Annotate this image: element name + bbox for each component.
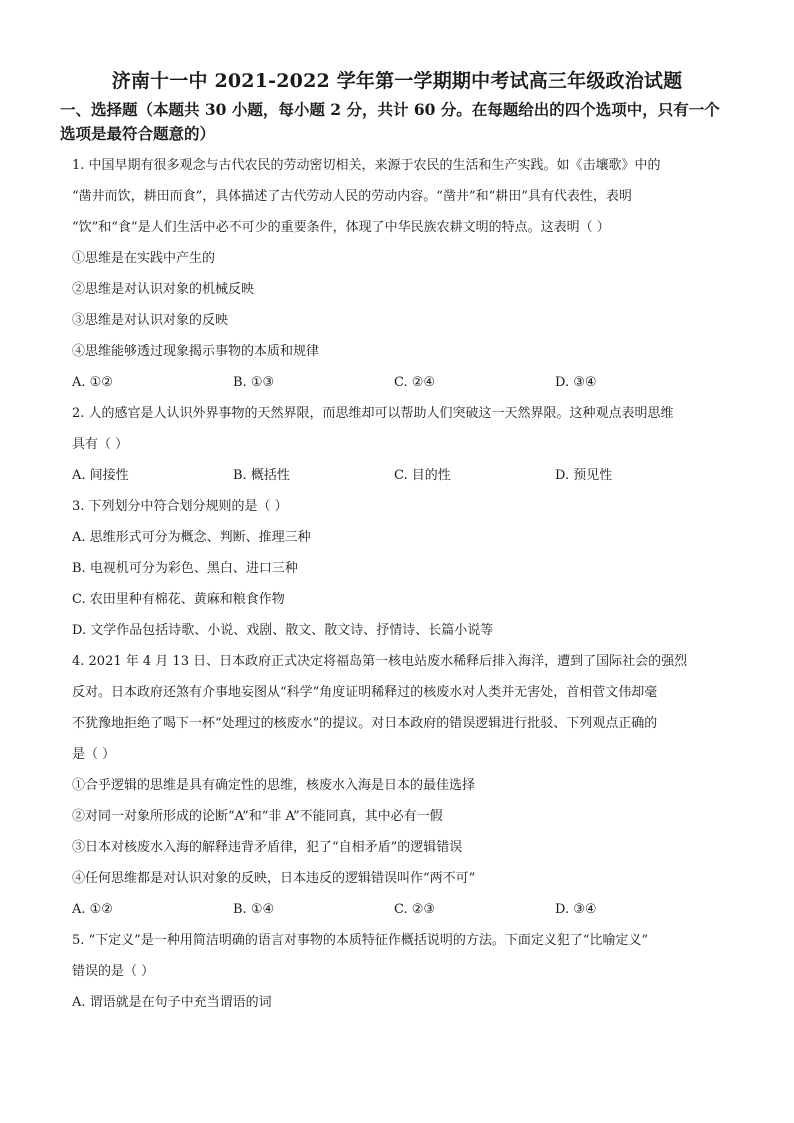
- question-4-options: [72, 894, 722, 925]
- question-4-statement-2: ②对同一对象所形成的论断“A”和“非 A”不能同真，其中必有一假: [72, 809, 443, 824]
- question-5: [72, 925, 722, 1018]
- question-5-stem-line-2: 错误的是（ ）: [72, 964, 155, 979]
- question-3-option-b: B. 电视机可分为彩色、黑白、进口三种: [72, 561, 298, 576]
- question-1-option-b: B. ①③: [233, 375, 275, 390]
- question-2-option-a: A. 间接性: [72, 468, 129, 483]
- question-1-option-a: A. ①②: [72, 375, 113, 390]
- question-1-statement-3: ③思维是对认识对象的反映: [72, 313, 229, 328]
- question-2-option-b: B. 概括性: [233, 468, 290, 483]
- question-1-stem-line-3: “饮”和“食”是人们生活中必不可少的重要条件，体现了中华民族农耕文明的特点。这表明（ ）: [72, 220, 610, 235]
- question-2-option-c: C. 目的性: [394, 468, 451, 483]
- question-4-statement-4: ④任何思维都是对认识对象的反映，日本违反的逻辑错误叫作“两不可”: [72, 871, 476, 886]
- question-4-stem-line-4: 是（ ）: [72, 747, 116, 762]
- question-2: [72, 398, 722, 491]
- question-4-option-a: A. ①②: [72, 902, 113, 917]
- question-1-options: [72, 367, 722, 398]
- question-4-stem-line-3: 不犹豫地拒绝了喝下一杯“处理过的核废水”的提议。对日本政府的错误逻辑进行批驳、下列观点正确的: [72, 716, 658, 731]
- page-title: 济南十一中 2021-2022 学年第一学期期中考试高三年级政治试题: [111, 70, 683, 92]
- question-4-option-b: B. ①④: [233, 902, 275, 917]
- question-3-stem: 3. 下列划分中符合划分规则的是（ ）: [72, 499, 288, 514]
- question-4: [72, 646, 722, 925]
- question-4-option-c: C. ②③: [394, 902, 436, 917]
- question-3-option-a: A. 思维形式可分为概念、判断、推理三种: [72, 530, 311, 545]
- question-1-option-c: C. ②④: [394, 375, 436, 390]
- question-4-option-d: D. ③④: [555, 902, 597, 917]
- question-2-option-d: D. 预见性: [555, 468, 613, 483]
- question-3-option-d: D. 文学作品包括诗歌、小说、戏剧、散文、散文诗、抒情诗、长篇小说等: [72, 623, 494, 638]
- question-4-statement-1: ①合乎逻辑的思维是具有确定性的思维，核废水入海是日本的最佳选择: [72, 778, 476, 793]
- question-1-statement-1: ①思维是在实践中产生的: [72, 251, 216, 266]
- question-5-option-a: A. 谓语就是在句子中充当谓语的词: [72, 995, 272, 1010]
- question-1-statement-2: ②思维是对认识对象的机械反映: [72, 282, 255, 297]
- section-heading: 一、选择题（本题共 30 小题，每小题 2 分，共计 60 分。在每题给出的四个选项中，只有一个选项是最符合题意的）: [60, 100, 720, 143]
- question-2-options: [72, 460, 722, 491]
- question-1: [72, 150, 722, 398]
- question-2-stem-line-1: 2. 人的感官是人认识外界事物的天然界限，而思维却可以帮助人们突破这一天然界限。这种观点表明思维: [72, 406, 674, 421]
- question-3: [72, 491, 722, 646]
- question-1-statement-4: ④思维能够透过现象揭示事物的本质和规律: [72, 344, 320, 359]
- question-3-option-c: C. 农田里种有棉花、黄麻和粮食作物: [72, 592, 285, 607]
- question-1-stem-line-1: 1. 中国早期有很多观念与古代农民的劳动密切相关，来源于农民的生活和生产实践。如《击壤歌》中的: [72, 158, 661, 173]
- question-4-stem-line-1: 4. 2021 年 4 月 13 日、日本政府正式决定将福岛第一核电站废水稀释后排入海洋，遭到了国际社会的强烈: [72, 654, 688, 669]
- question-5-stem-line-1: 5. “下定义”是一种用简洁明确的语言对事物的本质特征作概括说明的方法。下面定义犯了“比喻定义”: [72, 933, 649, 948]
- question-4-stem-line-2: 反对。日本政府还煞有介事地妄图从“科学”角度证明稀释过的核废水对人类并无害处，首相菅文伟却毫: [72, 685, 658, 700]
- question-1-stem-line-2: “凿井而饮，耕田而食”，具体描述了古代劳动人民的劳动内容。“凿井”和“耕田”具有代表性，表明: [72, 189, 632, 204]
- question-1-option-d: D. ③④: [555, 375, 597, 390]
- question-4-statement-3: ③日本对核废水入海的解释违背矛盾律，犯了“自相矛盾”的逻辑错误: [72, 840, 463, 855]
- question-2-stem-line-2: 具有（ ）: [72, 437, 129, 452]
